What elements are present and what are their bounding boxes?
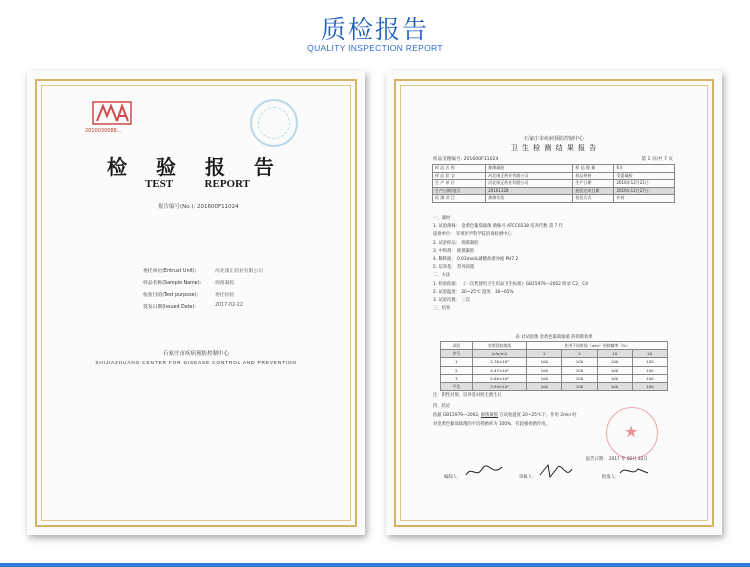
table-cell: 100 bbox=[527, 374, 562, 382]
result-title: 卫 生 检 测 结 果 报 告 bbox=[510, 144, 598, 152]
report-title-cn: 检 验 报 告 bbox=[107, 155, 285, 179]
body-line: 提供单位： 军事医学科学院消毒检测中心 bbox=[433, 232, 512, 238]
field-sample-name bbox=[143, 279, 234, 286]
table-cell: 2016年12月27日 bbox=[614, 187, 675, 195]
body-line: 4. 稀释液： 0.03mol/L磷酸盐缓冲液 PH7.2 bbox=[433, 256, 519, 262]
table-cell: 补材 bbox=[614, 195, 675, 203]
table-header-row bbox=[441, 342, 668, 350]
body-line: 三、结果 bbox=[433, 306, 451, 312]
body-line: 1. 检验依据： 《一次性使用卫生用品卫生标准》GB15979—2002 附录 C2、C4 bbox=[433, 281, 589, 287]
field-key: 签发日期(Issued Date): bbox=[143, 305, 196, 310]
body-line: 3. 中和剂： 抑菌凝胶 bbox=[433, 248, 475, 254]
sample-number: 样品受理编号: 201600F11024 bbox=[433, 157, 499, 162]
table-cell: 检验方式 bbox=[573, 195, 614, 203]
sample-info-table bbox=[432, 164, 675, 203]
table-header-cell: 5 bbox=[562, 350, 597, 358]
report-date: 报告日期： 2017 年 02月 22日 bbox=[586, 457, 648, 462]
table-cell: 平均 bbox=[441, 383, 473, 391]
handwritten-signature bbox=[618, 463, 650, 479]
issuer-name-en: SHIJIAZHUANG CENTER FOR DISEASE CONTROL AND PREVENTION bbox=[95, 361, 297, 366]
result-org-name: 石家庄市疾病预防控制中心 bbox=[523, 136, 584, 142]
table-cell: 河北康正药业有限公司 bbox=[486, 180, 573, 188]
cma-code: 2010030088... bbox=[85, 128, 122, 134]
conclusion-part: 在试验温度 20~25℃下，作用 2min 时 bbox=[499, 413, 577, 418]
table-cell: 2 bbox=[441, 366, 473, 374]
handwritten-signature bbox=[464, 463, 504, 481]
table-cell: 4.47×10⁴ bbox=[472, 366, 526, 374]
table-cell: 2016年12月21日 bbox=[614, 180, 675, 188]
table-cell: 样 品 名 称 bbox=[433, 165, 486, 173]
conclusion-product: 抑菌凝胶 bbox=[480, 413, 499, 418]
table-cell: 抑菌实验 bbox=[486, 195, 573, 203]
table-cell: 100 bbox=[632, 358, 667, 366]
table-cell: 100 bbox=[632, 383, 667, 391]
conclusion-part: 对金黄色葡萄球菌的平均抑菌率为 100%，有较强抑菌作用。 bbox=[433, 422, 550, 427]
table-cell: 100 bbox=[632, 366, 667, 374]
table-cell: 样 品 数 量 bbox=[573, 165, 614, 173]
table-row bbox=[433, 165, 675, 173]
table-cell: 100 bbox=[597, 366, 632, 374]
table-header-row bbox=[441, 350, 668, 358]
official-seal-icon bbox=[606, 407, 658, 459]
table-header-cell: 10 bbox=[597, 350, 632, 358]
table-cell: 100 bbox=[527, 366, 562, 374]
table-cell: 1 bbox=[441, 358, 473, 366]
report-title-en-2: REPORT bbox=[204, 178, 250, 190]
table-cell: 4.60×10⁴ bbox=[472, 374, 526, 382]
table-cell: 6支 bbox=[614, 165, 675, 173]
table-header-cell: 作用不同时间（min）的抑菌率（%） bbox=[527, 342, 668, 350]
body-line: 二、方法 bbox=[433, 273, 451, 279]
table-cell: 100 bbox=[527, 358, 562, 366]
table-cell: 100 bbox=[562, 383, 597, 391]
field-value: 抑菌凝胶 bbox=[215, 281, 235, 286]
field-issued-date bbox=[143, 303, 243, 310]
table-cell: 样品规格 bbox=[573, 172, 614, 180]
bottom-accent-line bbox=[0, 563, 750, 567]
table-cell: 100 bbox=[562, 374, 597, 382]
table-cell: 检 测 项 目 bbox=[433, 195, 486, 203]
table-cell: 100 bbox=[632, 374, 667, 382]
table-cell: 3.94×10⁴ bbox=[472, 383, 526, 391]
table-header-cell: 序号 bbox=[441, 350, 473, 358]
body-line: 3. 试验次数： 三次 bbox=[433, 297, 470, 303]
table-header-cell: 2 bbox=[527, 350, 562, 358]
table-row bbox=[441, 358, 668, 366]
table-cell: 受委凝胶 bbox=[614, 172, 675, 180]
report-title-en-1: TEST bbox=[145, 178, 174, 190]
table-cell: 样 品 状 态 bbox=[433, 172, 486, 180]
body-line: 5. 培养基： 营养琼脂 bbox=[433, 265, 475, 271]
table-row bbox=[433, 195, 675, 203]
table-cell: 3 bbox=[441, 374, 473, 382]
table-header-cell: (cfu/ml) bbox=[472, 350, 526, 358]
table-header-cell: 对照回收菌落 bbox=[472, 342, 526, 350]
method-section bbox=[433, 215, 676, 313]
body-line: 2. 试验温度： 20~25℃ 湿度：30~65% bbox=[433, 289, 514, 295]
signer-label-approver: 批准人： bbox=[602, 475, 620, 480]
conclusion-label: 四、结论 bbox=[433, 404, 451, 409]
table-cell: 生产日期 bbox=[573, 180, 614, 188]
handwritten-signature bbox=[538, 461, 574, 481]
table-cell: 2.76×10⁴ bbox=[472, 358, 526, 366]
result-note: 注：阴性对照、培养基对照无菌生长 bbox=[433, 393, 502, 398]
field-value: 2017-02-22 bbox=[215, 303, 243, 308]
body-line: 1. 试验菌株： 金黄色葡萄球菌 菌株号 ATCC6538 培养代数 第 7 代 bbox=[433, 224, 563, 230]
table-cell: 生 产 单 位 bbox=[433, 180, 486, 188]
field-key: 样品名称(Sample Name): bbox=[143, 281, 202, 286]
star-icon: ★ bbox=[624, 422, 639, 441]
table-cell: 检验完成日期 bbox=[573, 187, 614, 195]
table-cell: 100 bbox=[562, 358, 597, 366]
result-subheader bbox=[433, 156, 673, 162]
issuer-name-cn: 石家庄市疾病预防控制中心 bbox=[162, 351, 229, 357]
signer-label-reviewer: 审核人： bbox=[519, 475, 537, 480]
table-header-cell: 20 bbox=[632, 350, 667, 358]
table-cell: 100 bbox=[597, 358, 632, 366]
table-row bbox=[433, 187, 675, 195]
report-number: 报告编号(No.): 201600F11024 bbox=[158, 204, 239, 210]
table-cell: 20161228 bbox=[486, 187, 573, 195]
field-test-purpose bbox=[143, 291, 234, 298]
table-cell: 100 bbox=[597, 383, 632, 391]
result-table bbox=[440, 341, 668, 391]
page-title: 质检报告 bbox=[320, 15, 429, 44]
body-line: 2. 试验样品： 抑菌凝胶 bbox=[433, 240, 479, 246]
report-title-en bbox=[145, 178, 250, 190]
table-row bbox=[441, 366, 668, 374]
page-subtitle: QUALITY INSPECTION REPORT bbox=[307, 43, 443, 53]
page-info: 第 1 页/共 7 页 bbox=[641, 157, 673, 162]
table-cell: 生产日期/批号 bbox=[433, 187, 486, 195]
signer-label-compiler: 编制人： bbox=[444, 475, 462, 480]
table-cell: 河北康正药业有限公司 bbox=[486, 172, 573, 180]
table-row bbox=[433, 172, 675, 180]
table-row bbox=[433, 180, 675, 188]
conclusion-part: 依据 GB15979—2002, bbox=[433, 413, 480, 418]
field-value: 河北康正药业有限公司 bbox=[215, 269, 263, 274]
result-table-title: 表 对试验菌 金黄色葡萄球菌 的抑菌效果 bbox=[515, 335, 593, 340]
field-key: 委托单位(Entrust Unit): bbox=[143, 269, 197, 274]
field-key: 检验目的(Test purpose): bbox=[143, 293, 199, 298]
table-row bbox=[441, 383, 668, 391]
body-line: 一、器材 bbox=[433, 216, 451, 221]
table-cell: 100 bbox=[527, 383, 562, 391]
test-report-cover bbox=[27, 71, 365, 535]
field-entrust-unit bbox=[143, 267, 263, 274]
table-cell: 抑菌凝胶 bbox=[486, 165, 573, 173]
test-result-page bbox=[386, 71, 722, 535]
table-header-cell: 试验 bbox=[441, 342, 473, 350]
table-cell: 100 bbox=[562, 366, 597, 374]
field-value: 委托检验 bbox=[215, 293, 235, 298]
blue-seal-icon bbox=[250, 99, 298, 147]
page-header bbox=[0, 0, 750, 62]
table-cell: 100 bbox=[597, 374, 632, 382]
table-row bbox=[441, 374, 668, 382]
